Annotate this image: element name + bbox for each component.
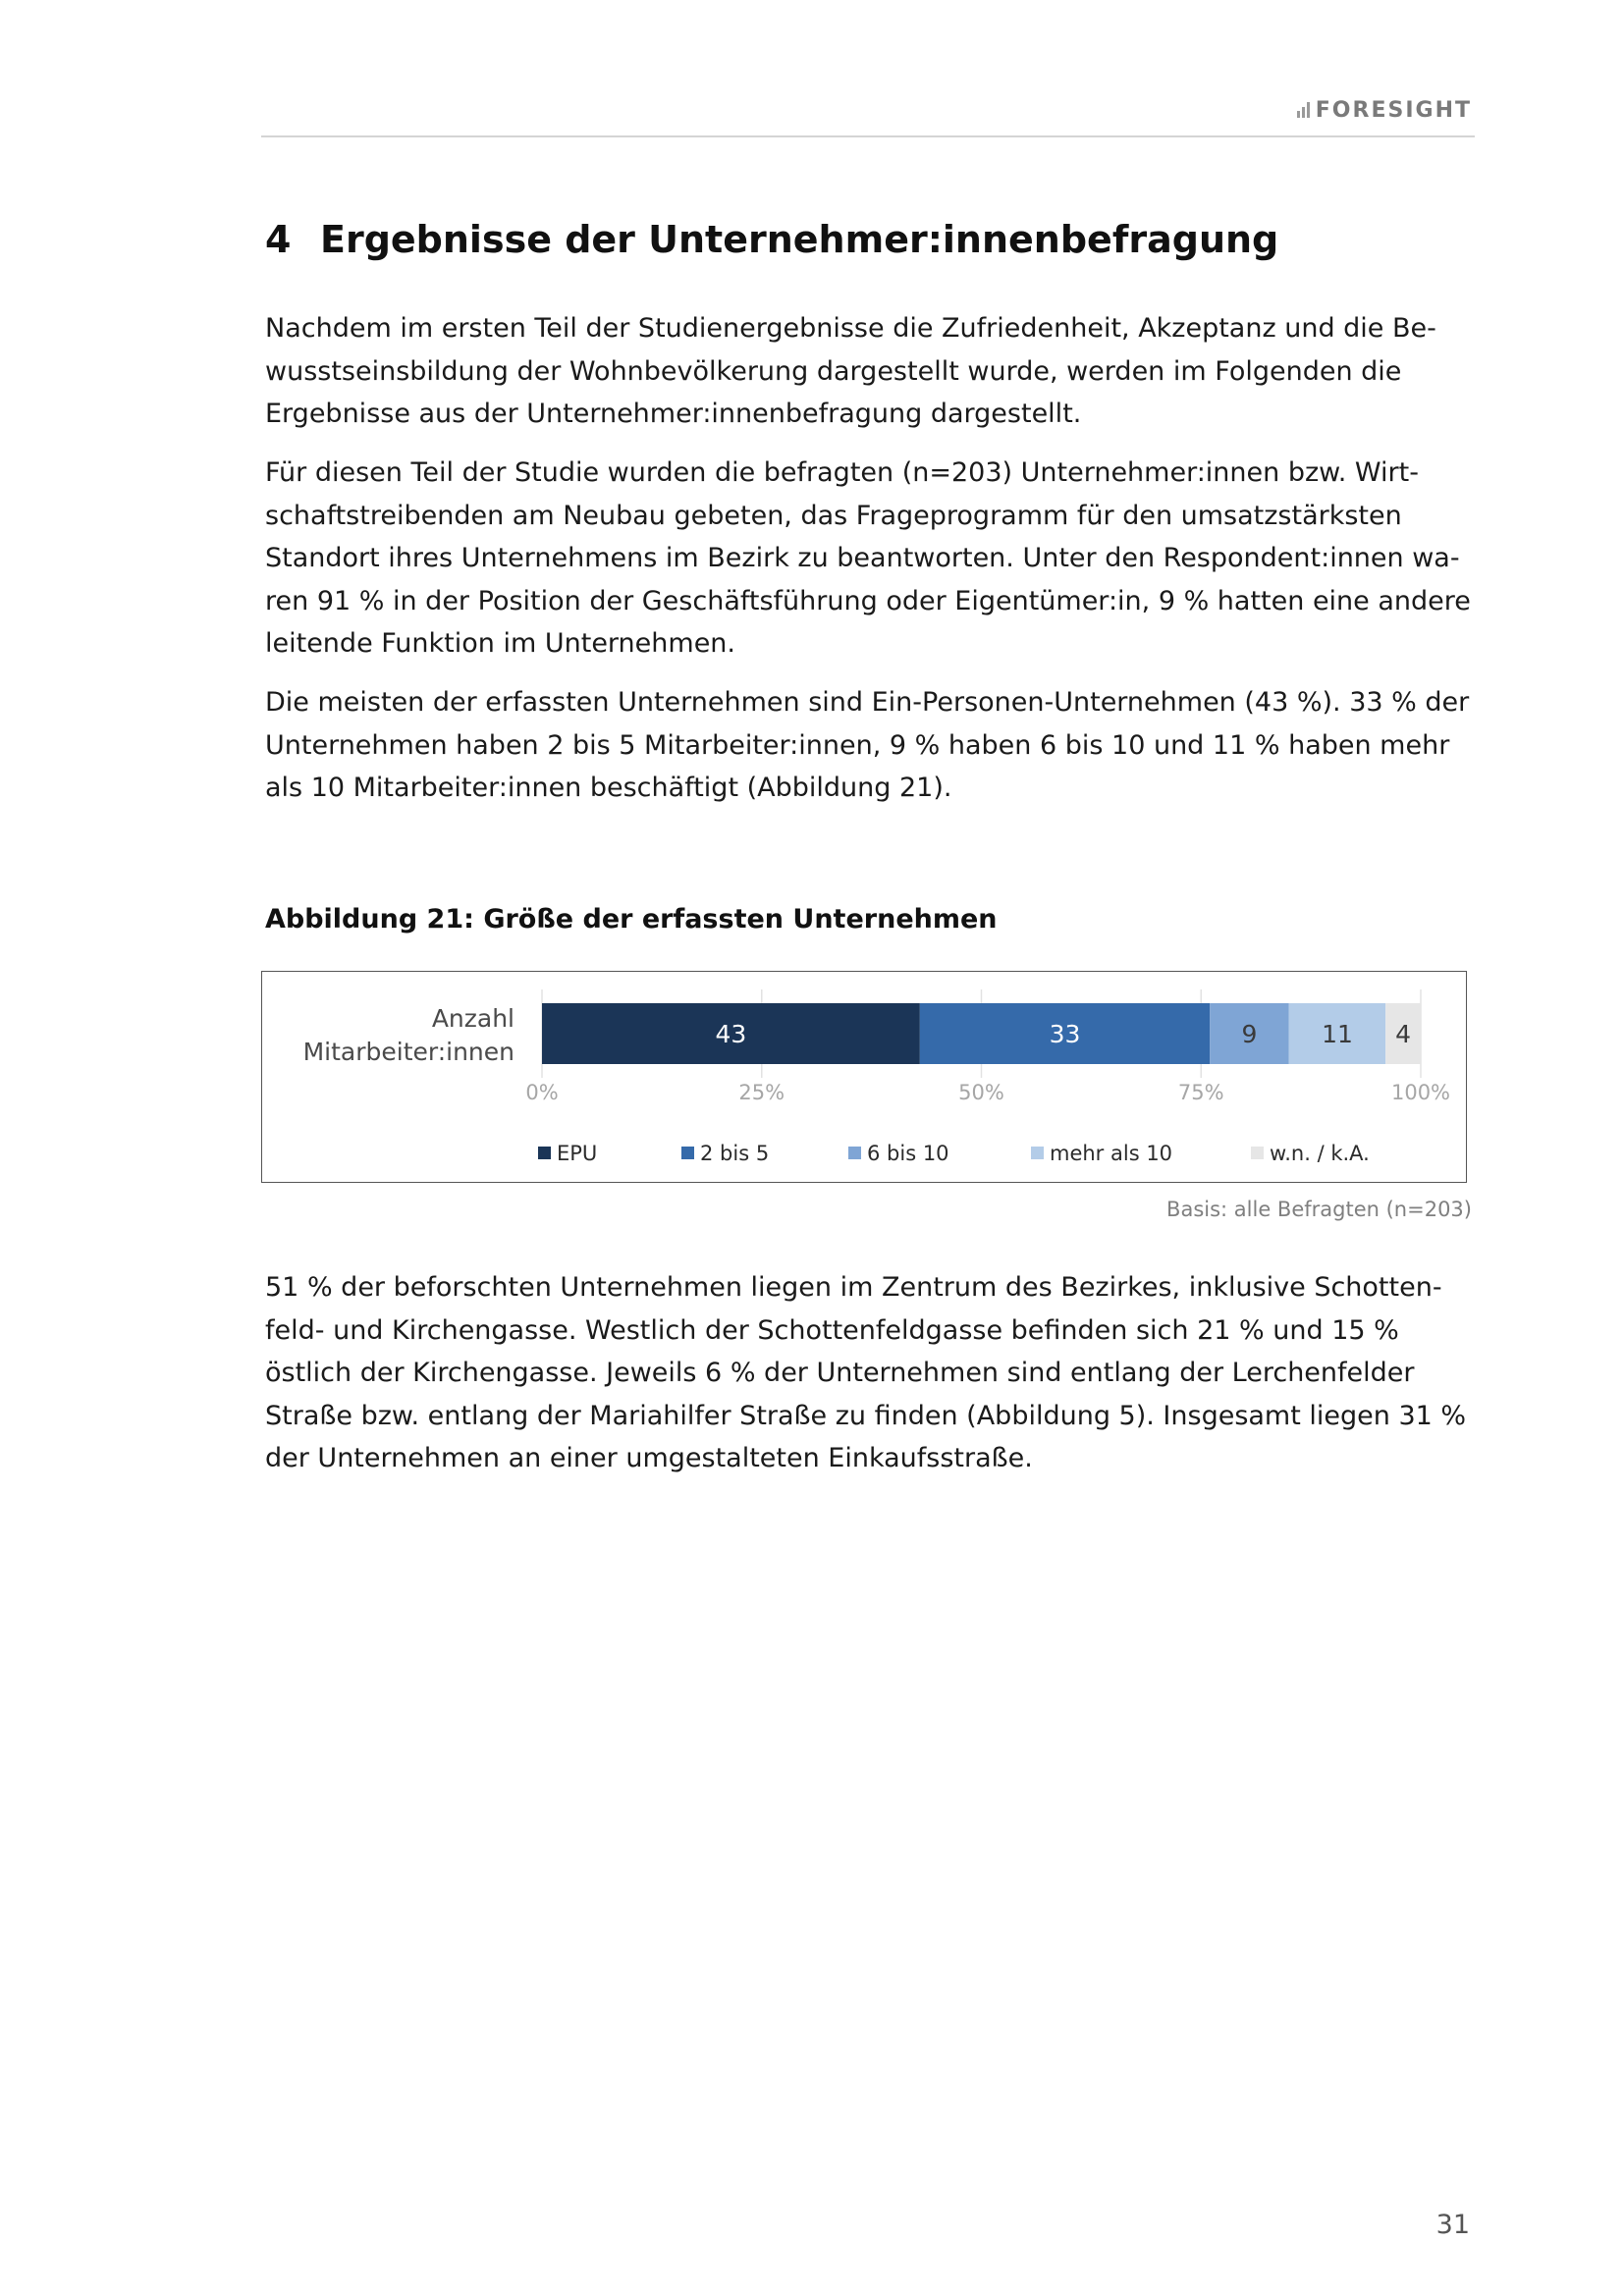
text-line: östlich der Kirchengasse. Jeweils 6 % der Unternehmen sind entlang der Lerchenfelder: [265, 1358, 1415, 1388]
tick-label: 0%: [525, 1081, 559, 1104]
legend-label: w.n. / k.A.: [1270, 1142, 1370, 1165]
brand-name: FORESIGHT: [1315, 97, 1472, 123]
paragraph-intro: [265, 307, 1475, 436]
text-line: Nachdem im ersten Teil der Studienergebnisse die Zufriedenheit, Akzeptanz und die Be-: [265, 313, 1436, 344]
text-line: Die meisten der erfassten Unternehmen sind Ein-Personen-Unternehmen (43 %). 33 % der: [265, 687, 1470, 718]
chart-frame: [261, 971, 1467, 1183]
text-line: der Unternehmen an einer umgestalteten Einkaufsstraße.: [265, 1443, 1033, 1473]
brand-logo: [1297, 97, 1472, 123]
text-line: 51 % der beforschten Unternehmen liegen im Zentrum des Bezirkes, inklusive Schotten-: [265, 1272, 1442, 1303]
text-line: leitende Funktion im Unternehmen.: [265, 628, 735, 659]
text-line: wusstseinsbildung der Wohnbevölkerung dargestellt wurde, werden im Folgenden die: [265, 355, 1402, 387]
legend-swatch: [538, 1147, 551, 1159]
section-number: 4: [265, 218, 292, 261]
legend-label: mehr als 10: [1050, 1142, 1173, 1165]
page-number: 31: [1435, 2210, 1470, 2240]
legend-swatch: [1251, 1147, 1264, 1159]
text-line: als 10 Mitarbeiter:innen beschäftigt (Abbildung 21).: [265, 773, 952, 803]
text-line: schaftstreibenden am Neubau gebeten, das Frageprogramm für den umsatzstärksten: [265, 500, 1402, 531]
legend-label: 6 bis 10: [867, 1142, 949, 1165]
data-label: 4: [1395, 1020, 1412, 1048]
category-label: Mitarbeiter:innen: [302, 1038, 514, 1066]
data-label: 11: [1322, 1020, 1353, 1048]
brand-mark-icon: [1297, 102, 1310, 118]
paragraph-company-size: [265, 681, 1475, 810]
legend-swatch: [848, 1147, 861, 1159]
tick-label: 50%: [958, 1081, 1004, 1104]
legend-swatch: [681, 1147, 694, 1159]
data-label: 43: [715, 1020, 747, 1048]
legend-label: EPU: [557, 1142, 598, 1165]
text-line: Für diesen Teil der Studie wurden die befragten (n=203) Unternehmer:innen bzw. Wirt-: [265, 457, 1419, 488]
text-line: Standort ihres Unternehmens im Bezirk zu beantworten. Unter den Respondent:innen wa-: [265, 543, 1460, 573]
text-line: Ergebnisse aus der Unternehmer:innenbefragung dargestellt.: [265, 399, 1082, 429]
text-line: ren 91 % in der Position der Geschäftsführung oder Eigentümer:in, 9 % hatten eine andere: [265, 585, 1471, 616]
data-label: 33: [1049, 1020, 1081, 1048]
section-title: Ergebnisse der Unternehmer:innenbefragung: [320, 218, 1279, 261]
figure-caption: Abbildung 21: Größe der erfassten Unternehmen: [265, 904, 998, 934]
legend-swatch: [1031, 1147, 1044, 1159]
text-line: feld- und Kirchengasse. Westlich der Schottenfeldgasse befinden sich 21 % und 15 %: [265, 1314, 1399, 1346]
header-divider: [261, 135, 1475, 137]
text-line: Straße bzw. entlang der Mariahilfer Straße zu finden (Abbildung 5). Insgesamt liegen 31 %: [265, 1400, 1467, 1431]
section-heading: [265, 218, 1278, 261]
category-label: Anzahl: [431, 1004, 514, 1033]
tick-label: 100%: [1390, 1081, 1451, 1104]
text-line: Unternehmen haben 2 bis 5 Mitarbeiter:innen, 9 % haben 6 bis 10 und 11 % haben mehr: [265, 729, 1450, 761]
legend-label: 2 bis 5: [700, 1142, 770, 1165]
stacked-bar-chart: [262, 972, 1466, 1182]
data-label: 9: [1241, 1020, 1258, 1048]
paragraph-location: [265, 1266, 1475, 1480]
tick-label: 75%: [1177, 1081, 1224, 1104]
tick-label: 25%: [738, 1081, 785, 1104]
figure-basis-note: Basis: alle Befragten (n=203): [1166, 1198, 1472, 1221]
paragraph-study-part: [265, 452, 1475, 666]
